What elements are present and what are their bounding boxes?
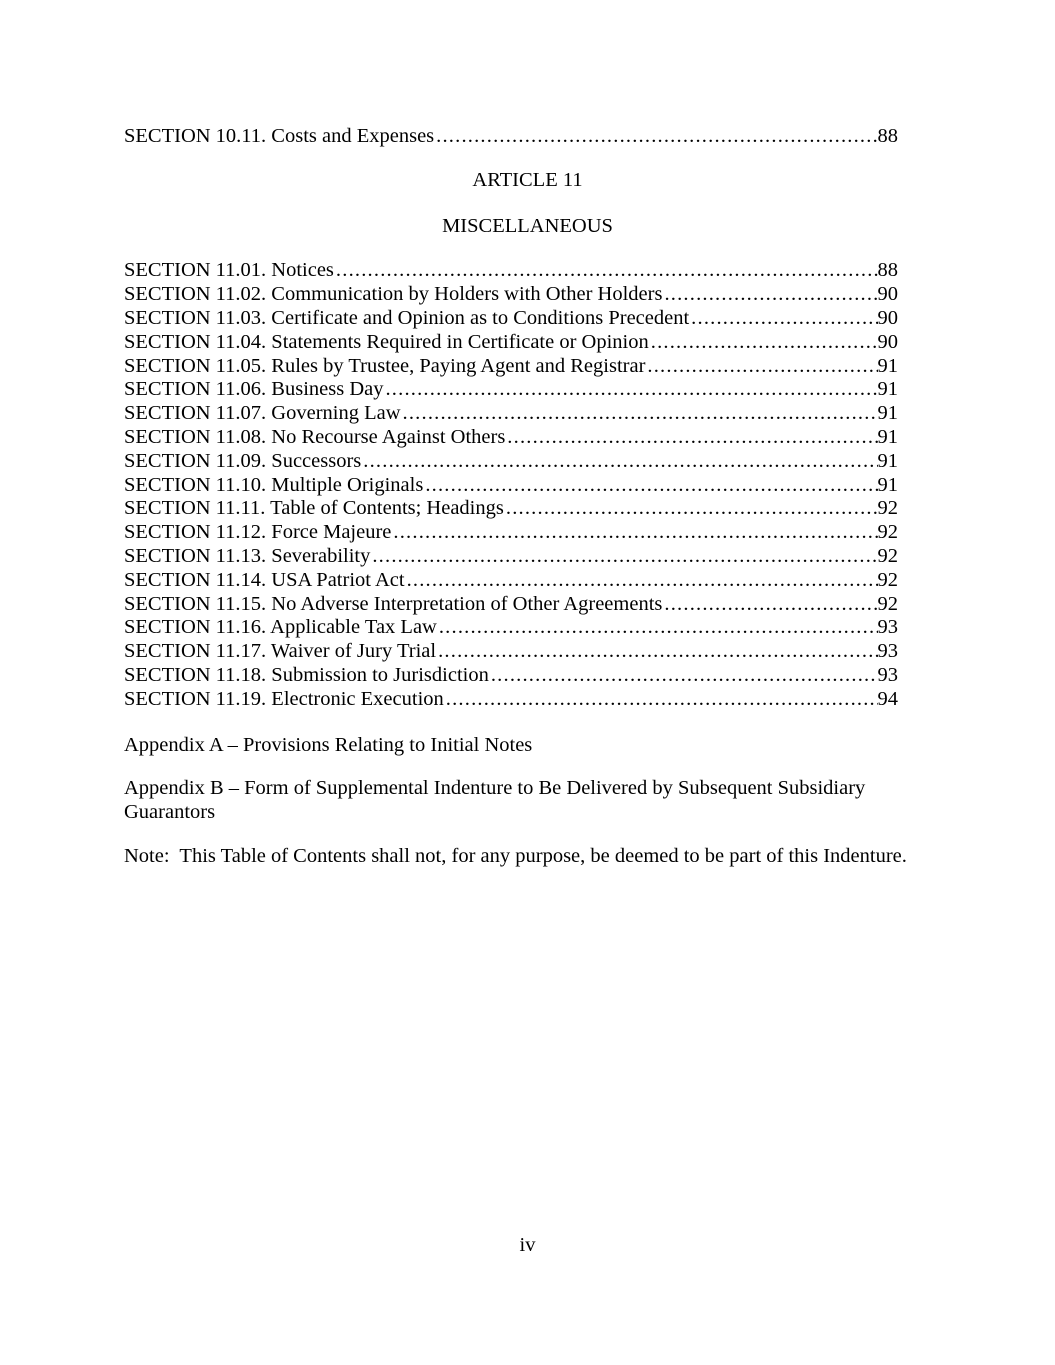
appendices	[124, 734, 931, 825]
toc-entry	[124, 355, 931, 379]
dot-leader	[436, 640, 877, 664]
toc-entry-page: 88	[877, 259, 898, 282]
toc-entry-label: SECTION 11.04. Statements Required in Certificate or Opinion	[124, 330, 649, 353]
toc-entry-page: 91	[877, 402, 898, 425]
toc-entry	[124, 593, 931, 617]
toc-entry-page: 92	[877, 568, 898, 591]
toc-entry-carryover	[124, 125, 931, 149]
toc-entry-label: SECTION 11.03. Certificate and Opinion as to Conditions Precedent	[124, 306, 690, 329]
dot-leader	[662, 283, 877, 307]
toc-entry-label: SECTION 11.13. Severability	[124, 544, 371, 567]
toc-entry-label: SECTION 11.14. USA Patriot Act	[124, 568, 405, 591]
toc-entry	[124, 283, 931, 307]
toc-entry-label: SECTION 11.08. No Recourse Against Others	[124, 425, 506, 448]
appendix-line: Appendix B – Form of Supplemental Indenture to Be Delivered by Subsequent Subsidiary	[124, 777, 866, 800]
toc-entry	[124, 616, 931, 640]
dot-leader	[504, 497, 878, 521]
toc-entry-label: SECTION 11.09. Successors	[124, 449, 362, 472]
toc-entry-label: SECTION 11.12. Force Majeure	[124, 521, 392, 544]
toc-entry	[124, 426, 931, 450]
toc-entry-label: SECTION 11.16. Applicable Tax Law	[124, 616, 437, 639]
toc-entry	[124, 331, 931, 355]
dot-leader	[434, 125, 877, 149]
toc-entry	[124, 545, 931, 569]
dot-leader	[391, 521, 877, 545]
appendix-line: Appendix A – Provisions Relating to Initial Notes	[124, 733, 533, 756]
toc-entry	[124, 640, 931, 664]
toc-entry-page: 92	[877, 521, 898, 544]
appendix-line: Guarantors	[124, 801, 216, 824]
toc-entry-page: 90	[877, 306, 898, 329]
toc-entry-label: SECTION 11.10. Multiple Originals	[124, 473, 424, 496]
dot-leader	[444, 688, 878, 712]
article-subheading: MISCELLANEOUS	[442, 214, 613, 237]
toc-entry-label: SECTION 11.01. Notices	[124, 259, 334, 282]
toc-entry	[124, 664, 931, 688]
toc-entry-page: 92	[877, 544, 898, 567]
toc-list	[124, 259, 931, 711]
toc-entry-label: SECTION 11.18. Submission to Jurisdiction	[124, 663, 489, 686]
toc-entry	[124, 521, 931, 545]
toc-entry-page: 91	[877, 378, 898, 401]
toc-entry-label: SECTION 11.02. Communication by Holders with Other Holders	[124, 283, 663, 306]
appendix-paragraph	[124, 777, 931, 825]
toc-entry-label: SECTION 10.11. Costs and Expenses	[124, 125, 435, 147]
toc-entry	[124, 307, 931, 331]
toc-entry	[124, 378, 931, 402]
article-heading: ARTICLE 11	[472, 168, 583, 191]
toc-entry-label: SECTION 11.07. Governing Law	[124, 402, 401, 425]
toc-entry-page: 92	[877, 497, 898, 520]
toc-entry-page: 91	[877, 354, 898, 377]
toc-entry	[124, 402, 931, 426]
toc-entry-page: 90	[877, 283, 898, 306]
toc-content	[124, 0, 931, 869]
appendix-paragraph	[124, 734, 931, 758]
dot-leader	[505, 426, 877, 450]
page-number: iv	[519, 1234, 536, 1256]
toc-entry-page: 88	[877, 125, 898, 147]
toc-entry-label: SECTION 11.17. Waiver of Jury Trial	[124, 640, 437, 663]
dot-leader	[645, 355, 877, 379]
dot-leader	[361, 450, 877, 474]
dot-leader	[489, 664, 878, 688]
toc-entry-label: SECTION 11.19. Electronic Execution	[124, 687, 444, 710]
toc-entry	[124, 569, 931, 593]
toc-entry-page: 92	[877, 592, 898, 615]
dot-leader	[405, 569, 878, 593]
dot-leader	[423, 474, 877, 498]
toc-entry-page: 93	[877, 663, 898, 686]
dot-leader	[401, 402, 878, 426]
toc-entry	[124, 497, 931, 521]
dot-leader	[649, 331, 878, 355]
dot-leader	[370, 545, 877, 569]
dot-leader	[662, 593, 877, 617]
dot-leader	[383, 378, 877, 402]
toc-entry-page: 94	[877, 687, 898, 710]
toc-entry	[124, 474, 931, 498]
dot-leader	[689, 307, 877, 331]
toc-entry-page: 91	[877, 449, 898, 472]
toc-entry-page: 90	[877, 330, 898, 353]
dot-leader	[437, 616, 878, 640]
note-paragraph: Note: This Table of Contents shall not, for any purpose, be deemed to be part of this Indenture.	[124, 844, 907, 867]
toc-entry-label: SECTION 11.06. Business Day	[124, 378, 384, 401]
toc-entry-page: 91	[877, 425, 898, 448]
toc-entry	[124, 688, 931, 712]
toc-entry-page: 91	[877, 473, 898, 496]
toc-entry-label: SECTION 11.11. Table of Contents; Headings	[124, 497, 504, 520]
toc-entry-page: 93	[877, 616, 898, 639]
toc-entry-page: 93	[877, 640, 898, 663]
toc-entry-label: SECTION 11.05. Rules by Trustee, Paying Agent and Registrar	[124, 354, 646, 377]
toc-entry	[124, 450, 931, 474]
dot-leader	[334, 259, 878, 283]
toc-entry-label: SECTION 11.15. No Adverse Interpretation of Other Agreements	[124, 592, 663, 615]
toc-entry	[124, 259, 931, 283]
